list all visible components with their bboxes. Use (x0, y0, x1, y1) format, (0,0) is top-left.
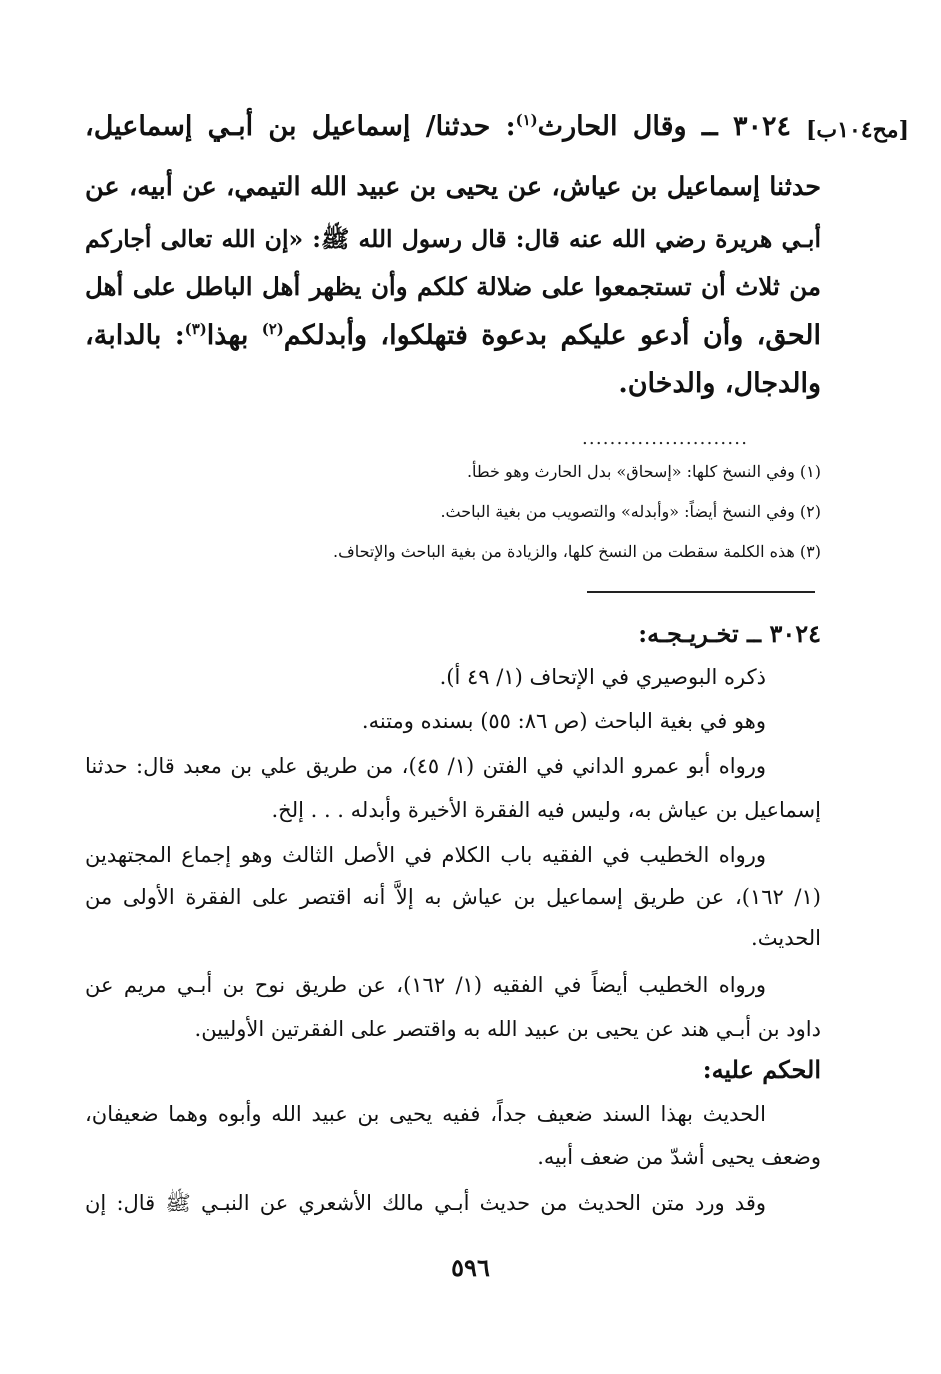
takhrij-paragraph-2: وهو في بغية الباحث (ص ٨٦: ٥٥) بسنده ومتنه. (361, 709, 766, 733)
hadith-line-2: حدثنا إسماعيل بن عياش، عن يحيى بن عبيد الله التيمي، عن أبيه، عن (85, 172, 821, 202)
hukm-paragraph-1-line-2: وضعف يحيى أشدّ من ضعف أبيه. (537, 1145, 821, 1169)
takhrij-paragraph-4-line-2: (١/ ١٦٢)، عن طريق إسماعيل بن عياش به إلاَّ أنه اقتصر على الفقرة الأولى من (85, 885, 821, 909)
hukm-paragraph-2-line-1: وقد ورد متن الحديث من حديث أبـي مالك الأشعري عن النبـي ﷺ قال: إن (85, 1191, 766, 1215)
manuscript-folio-reference: [مح١٠٤ب] (806, 117, 909, 143)
hadith-line-4: من ثلاث أن تستجمعوا على ضلالة كلكم وأن يظهر أهل الباطل على أهل (85, 272, 821, 301)
hadith-number-and-narrator: ٣٠٢٤ ــ وقال الحارث (537, 111, 792, 142)
hadith-line-1 (85, 107, 791, 147)
footnote-2: (٢) وفي النسخ أيضاً: «وأبدله» والتصويب من بغية الباحث. (440, 502, 821, 521)
hadith-line-6: والدجال، والدخان. (618, 368, 821, 399)
footnote-separator-dots: ........................ (582, 428, 749, 449)
footnote-ref-3: (٣) (184, 320, 207, 338)
footnote-ref-2: (٢) (261, 320, 284, 338)
hukm-paragraph-1-line-1: الحديث بهذا السند ضعيف جداً، ففيه يحيى بن عبيد الله وأبوه وهما ضعيفان، (85, 1102, 766, 1126)
takhrij-paragraph-4-line-3: الحديث. (751, 926, 821, 950)
section-divider (587, 591, 815, 593)
takhrij-paragraph-1: ذكره البوصيري في الإتحاف (١/ ٤٩ أ). (439, 665, 766, 689)
footnote-ref-1: (١) (515, 111, 538, 129)
takhrij-paragraph-5-line-1: ورواه الخطيب أيضاً في الفقيه (١/ ١٦٢)، عن طريق نوح بن أبـي مريم عن (85, 973, 766, 997)
footnote-3: (٣) هذه الكلمة سقطت من النسخ كلها، والزيادة من بغية الباحث والإتحاف. (333, 542, 821, 561)
takhrij-paragraph-4-line-1: ورواه الخطيب في الفقيه باب الكلام في الأصل الثالث وهو إجماع المجتهدين (85, 843, 766, 867)
hadith-line-3: أبـي هريرة رضي الله عنه قال: قال رسول الله ﷺ: «إن الله تعالى أجاركم (85, 225, 821, 253)
footnote-1: (١) وفي النسخ كلها: «إسحاق» بدل الحارث وهو خطأ. (466, 462, 821, 481)
hadith-line-1-rest: : حدثنا/ إسماعيل بن أبـي إسماعيل، (85, 111, 516, 142)
hukm-heading: الحكم عليه: (702, 1055, 821, 1084)
takhrij-paragraph-3-line-2: إسماعيل بن عياش به، وليس فيه الفقرة الأخيرة وأبدله . . . إلخ. (271, 798, 821, 822)
page-number: ٥٩٦ (451, 1253, 490, 1282)
hadith-line-5: الحق، وأن أدعو عليكم بدعوة فتهلكوا، وأبدلكم$^{(٢)}$ بهذا$^{(٣)}$: بالدابة، (85, 320, 821, 351)
takhrij-paragraph-5-line-2: داود بن أبـي هند عن يحيى بن عبيد الله به واقتصر على الفقرتين الأوليين. (194, 1017, 821, 1041)
takhrij-heading: ٣٠٢٤ ــ تخـريـجـه: (638, 619, 821, 648)
takhrij-paragraph-3-line-1: ورواه أبو عمرو الداني في الفتن (١/ ٤٥)، من طريق علي بن معبد قال: حدثنا (85, 754, 766, 778)
